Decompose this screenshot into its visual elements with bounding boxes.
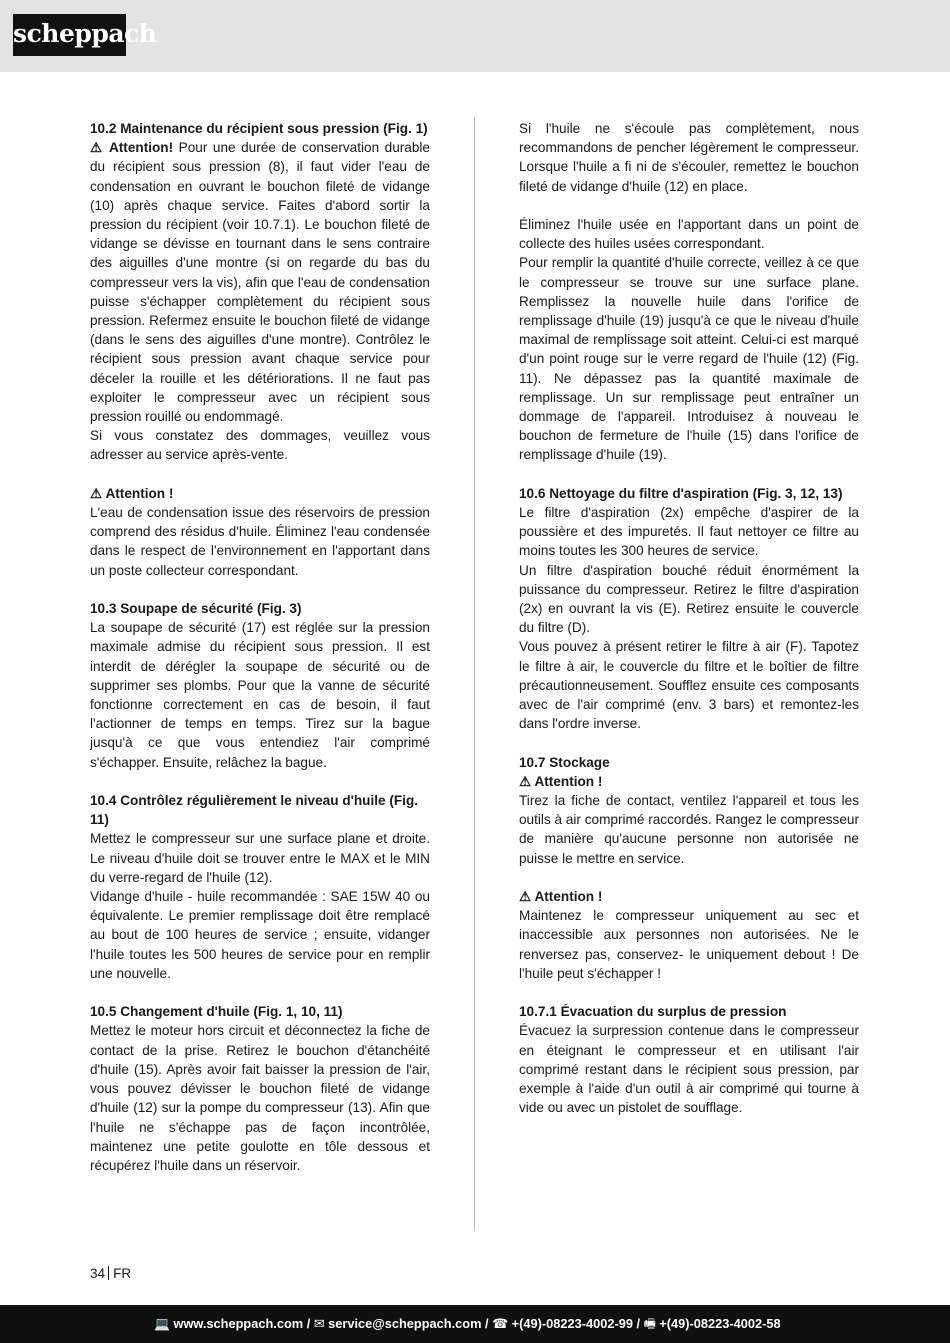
footer-separator: / (481, 1316, 493, 1331)
footer-fax: +(49)-08223-4002-58 (659, 1316, 781, 1331)
paragraph-spacer (519, 465, 859, 484)
paragraph-text: Pour une durée de conservation durable du récipient sous pression (8), il faut vider l'eau de condensation en ouvrant le bouchon fileté de vidange (10) après chaque service. Faites d'abord sortir la pression du récipient (voir 10.7.1). Le bouchon fileté de vidange se dévisse en tournant dans le sens contraire des aiguilles d'une montre (si on regarde du bas du compresseur vers la vis), afin que l'eau de condensation puisse s'échapper complètement du récipient sous pression. Refermez ensuite le bouchon fileté de vidange (dans le sens des aiguilles d'une montre). Contrôlez le récipient sous pression avant chaque service pour déceler la rouille et les détériorations. Il ne faut pas exploiter le compresseur avec un récipient sous pression rouillé ou endommagé. (90, 140, 430, 425)
page-footer (0, 1305, 950, 1343)
body-paragraph: Éliminez l'huile usée en l'apportant dans un point de collecte des huiles usées correspondant. (519, 217, 859, 252)
phone-icon: ☎ (492, 1316, 509, 1331)
left-text-column (90, 119, 430, 1175)
body-paragraph: Un filtre d'aspiration bouché réduit énormément la puissance du compresseur. Retirez le filtre d'aspiration (2x) en ouvrant la vis (E). Retirez ensuite le couvercle du filtre (D). (519, 562, 859, 636)
body-paragraph: Tirez la fiche de contact, ventilez l'appareil et tous les outils à air comprimé raccordés. Rangez le compresseur de manière qu'aucune personne non autorisée ne puisse le mettre en service. (519, 793, 859, 866)
body-paragraph: Si vous constatez des dommages, veuillez vous adresser au service après-vente. (90, 428, 430, 463)
section-heading: ⚠ Attention ! (90, 485, 174, 501)
section-heading: 10.3 Soupape de sécurité (Fig. 3) (90, 601, 302, 617)
body-paragraph: Évacuez la surpression contenue dans le compresseur en éteignant le compresseur et en utilisant l'air comprimé restant dans le récipient sous pression, par exemple à l'aide d'un outil à air comprimé qui tourne à vide ou avec un pistolet de soufflage. (519, 1023, 859, 1116)
paragraph-spacer (90, 465, 430, 484)
mail-icon: ✉ (313, 1316, 325, 1331)
paragraph-spacer (519, 733, 859, 752)
page-number (90, 1264, 131, 1283)
paragraph-spacer (90, 772, 430, 791)
column-divider (474, 117, 475, 1231)
body-paragraph: Si l'huile ne s'écoule pas complètement, nous recommandons de pencher légèrement le compresseur. Lorsque l'huile a fi ni de s'écouler, remettez le bouchon fileté de vidange d'huile (12) en place. (519, 121, 859, 194)
paragraph-spacer (519, 983, 859, 1002)
body-paragraph: Mettez le compresseur sur une surface plane et droite. Le niveau d'huile doit se trouver entre le MAX et le MIN du verre-regard de l'huile (12). (90, 831, 430, 885)
section-heading: 10.7 Stockage (519, 754, 610, 770)
footer-website[interactable]: www.scheppach.com (173, 1316, 304, 1331)
section-heading: ⚠ Attention ! (519, 773, 603, 789)
section-heading: 10.4 Contrôlez régulièrement le niveau d'huile (Fig. 11) (90, 793, 419, 828)
body-paragraph: Pour remplir la quantité d'huile correcte, veillez à ce que le compresseur se trouve sur une surface plane. Remplissez la nouvelle huile dans l'orifice de remplissage d'huile (19) jusqu'à ce que le niveau d'huile maximal de remplissage soit atteint. Celui-ci est marqué d'un point rouge sur le verre regard de l'huile (12) (Fig. 11). Ne dépassez pas la quantité maximale de remplissage. Un sur remplissage peut entraîner un dommage de l'appareil. Introduisez à nouveau le bouchon de fermeture de l'huile (15) dans l'orifice de remplissage d'huile (19). (519, 255, 859, 463)
section-heading: ⚠ Attention ! (519, 889, 603, 905)
footer-contact (154, 1305, 781, 1343)
body-paragraph (90, 138, 430, 426)
body-paragraph: L'eau de condensation issue des réservoirs de pression comprend des résidus d'huile. Éliminez l'eau condensée dans le respect de l'environnement en l'apportant dans un poste collecteur correspondant. (90, 505, 430, 578)
section-heading: 10.2 Maintenance du récipient sous pression (Fig. 1) (90, 121, 428, 136)
body-paragraph: Vous pouvez à présent retirer le filtre à air (F). Tapotez le filtre à air, le couvercle du filtre et le boîtier de filtre précautionneusement. Soufflez ensuite ces composants avec de l'air comprimé (env. 3 bars) et remontez-les dans l'ordre inverse. (519, 639, 859, 732)
paragraph-spacer (90, 983, 430, 1002)
section-heading: 10.7.1 Évacuation du surplus de pression (519, 1004, 787, 1020)
right-text-column (519, 119, 859, 1117)
paragraph-spacer (519, 868, 859, 887)
body-paragraph: Le filtre d'aspiration (2x) empêche d'aspirer de la poussière et des impuretés. Il faut nettoyer ce filtre au moins toutes les 300 heures de service. (519, 505, 859, 559)
page-language: FR (113, 1266, 132, 1281)
paragraph-spacer (519, 196, 859, 215)
section-heading: 10.6 Nettoyage du filtre d'aspiration (Fig. 3, 12, 13) (519, 485, 843, 501)
page-header (0, 0, 950, 72)
footer-separator: / (303, 1316, 314, 1331)
page-number-separator (108, 1266, 109, 1280)
paragraph-spacer (90, 580, 430, 599)
computer-icon: 💻 (154, 1316, 170, 1331)
body-paragraph: La soupape de sécurité (17) est réglée sur la pression maximale admise du récipient sous pression. Il est interdit de dérégler la soupape de sécurité ou de supprimer ses plombs. Pour que la vanne de sécurité fonctionne correctement en cas de besoin, il faut l'actionner de temps en temps. Tirez sur la bague jusqu'à ce que vous entendiez l'air comprimé s'échapper. Ensuite, relâchez la bague. (90, 620, 430, 770)
body-paragraph: Maintenez le compresseur uniquement au sec et inaccessible aux personnes non autorisées. Ne le renversez pas, conservez- le uniquement debout ! De l'huile peut s'échapper ! (519, 908, 859, 981)
footer-separator: / (632, 1316, 644, 1331)
footer-email[interactable]: service@scheppach.com (328, 1316, 482, 1331)
footer-phone: +(49)-08223-4002-99 (511, 1316, 633, 1331)
brand-logo: scheppach (13, 14, 126, 56)
body-paragraph: Mettez le moteur hors circuit et déconnectez la fiche de contact de la prise. Retirez le bouchon d'étanchéité d'huile (15). Après avoir fait baisser la pression de l'air, vous pouvez dévisser le bouchon fileté de vidange d'huile (12) sur la pompe du compresseur (13). Afin que l'huile ne s'échappe pas de façon incontrôlée, maintenez une petite goulotte en tôle dessous et récupérez l'huile dans un réservoir. (90, 1023, 430, 1173)
fax-icon: 🖷 (643, 1316, 656, 1331)
page-number-value: 34 (90, 1266, 106, 1281)
body-paragraph: Vidange d'huile - huile recommandée : SAE 15W 40 ou équivalente. Le premier remplissage doit être remplacé au bout de 100 heures de service ; ensuite, vidanger l'huile toutes les 500 heures de service pour en remplir une nouvelle. (90, 889, 430, 981)
attention-label: ⚠ Attention! (90, 140, 174, 156)
section-heading: 10.5 Changement d'huile (Fig. 1, 10, 11) (90, 1004, 343, 1020)
